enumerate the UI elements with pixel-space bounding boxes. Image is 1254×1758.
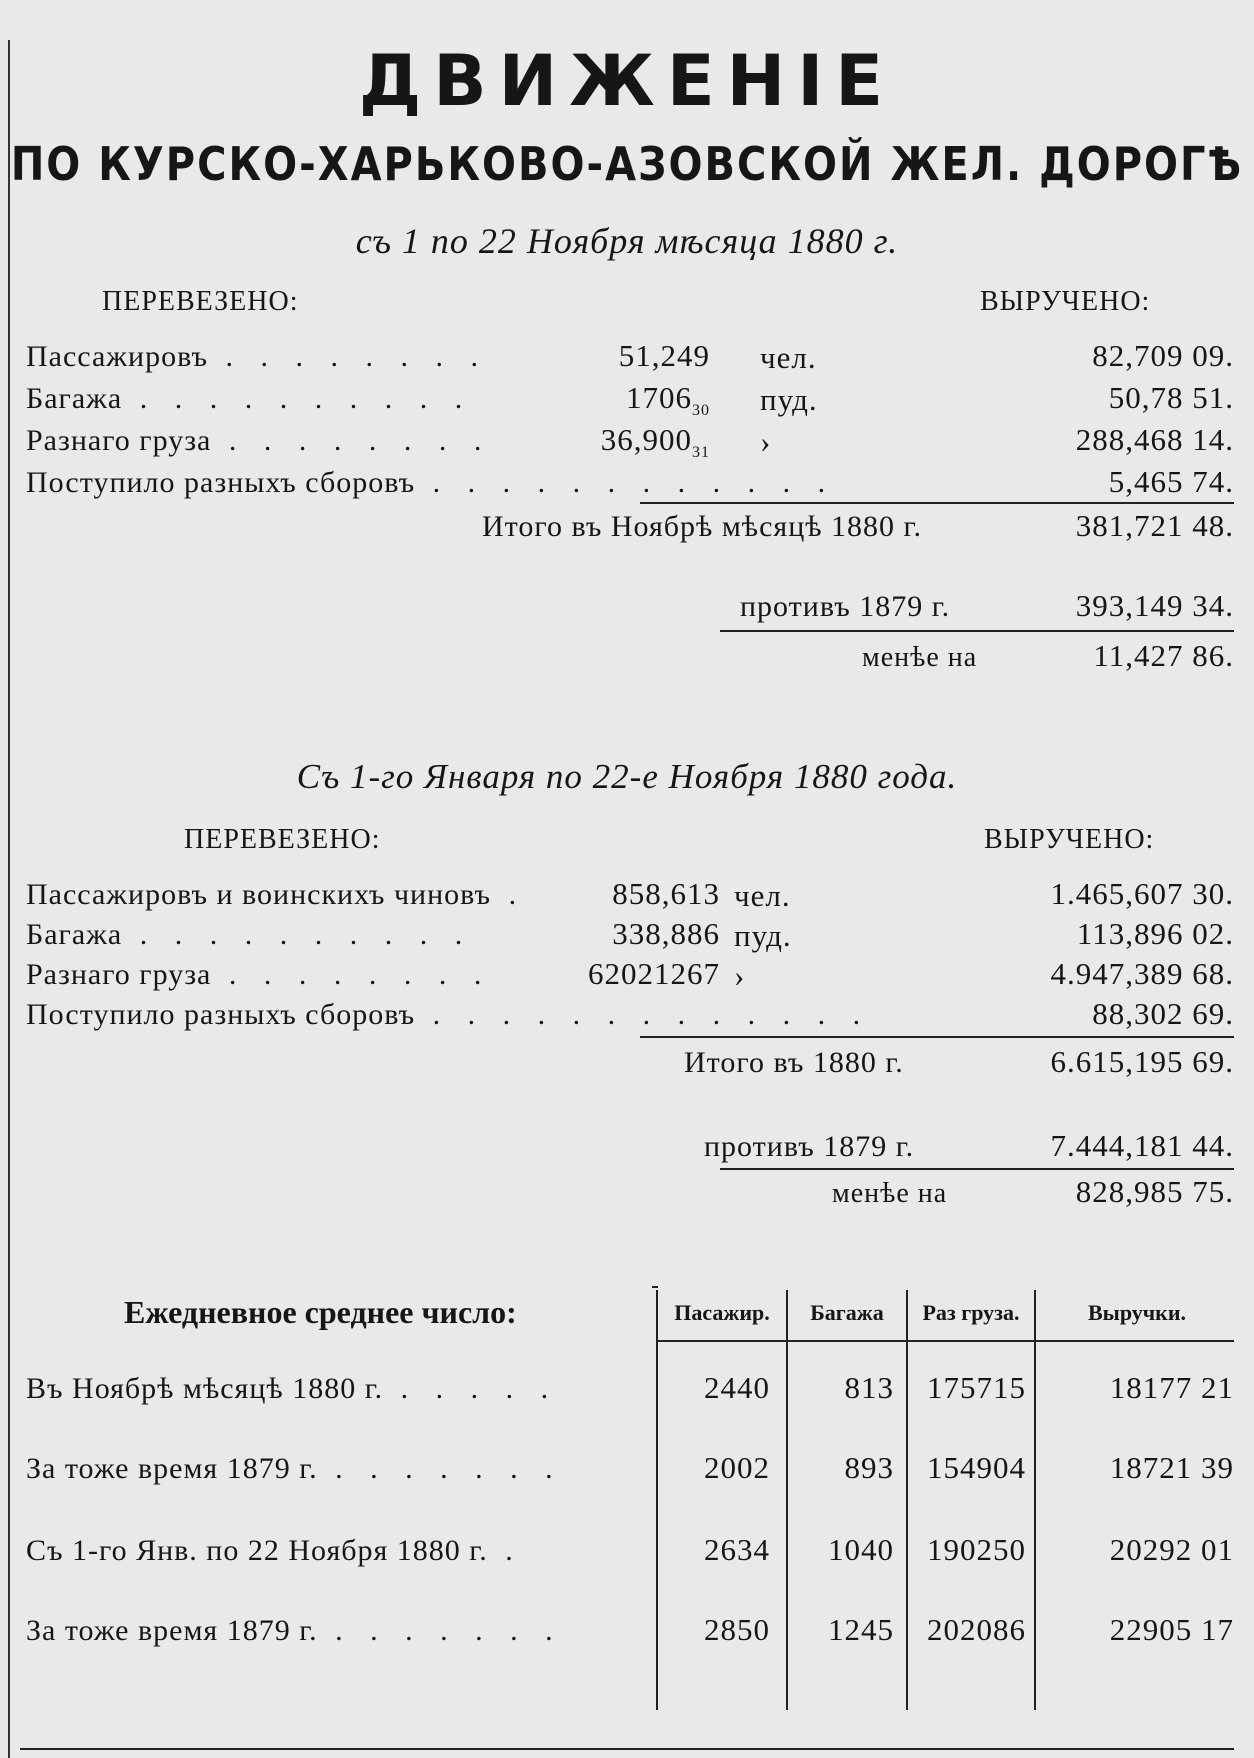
column-rule	[906, 1290, 908, 1710]
divider	[720, 630, 1234, 632]
column-header: Раз груза.	[922, 1300, 1020, 1325]
table-row: Поступило разныхъ сборовъ . . . . . . . . . . . . .	[26, 998, 871, 1031]
period1-heading: съ 1 по 22 Ноября мѣсяца 1880 г.	[355, 221, 899, 261]
cell-revenue: 22905 17	[1109, 1612, 1234, 1647]
column-header: Пасажир.	[674, 1300, 770, 1325]
cell-baggage: 1040	[828, 1532, 894, 1567]
table-row: Разнаго груза . . . . . . . .	[26, 424, 492, 457]
row-revenue: 82,709 09.	[1092, 338, 1234, 373]
page-title: ДВИЖЕНІЕ	[358, 40, 896, 122]
bottom-rule	[20, 1748, 1234, 1750]
compare-label: противъ 1879 г.	[740, 590, 951, 623]
compare-label: противъ 1879 г.	[704, 1130, 915, 1163]
row-revenue: 113,896 02.	[1076, 916, 1234, 951]
row-qty: 51,249	[618, 338, 710, 373]
period2-label-transported: ПЕРЕВЕЗЕНО:	[184, 824, 381, 855]
table-row: Разнаго груза . . . . . . . .	[26, 958, 492, 991]
diff-label: менѣе на	[832, 1178, 948, 1209]
column-header: Багажа	[810, 1300, 884, 1325]
row-label: Съ 1-го Янв. по 22 Ноября 1880 г. .	[26, 1534, 523, 1567]
column-rule	[786, 1290, 788, 1710]
cell-baggage: 813	[844, 1370, 894, 1405]
row-qty: $1706_{30}$	[626, 380, 710, 420]
row-revenue: 288,468 14.	[1075, 422, 1234, 457]
row-unit: ›	[734, 958, 746, 993]
header-divider	[656, 1340, 1234, 1342]
period2-heading: Съ 1-го Января по 22-е Ноября 1880 года.	[296, 757, 958, 796]
cell-cargo: 154904	[927, 1450, 1026, 1485]
compare-value: 393,149 34.	[1075, 588, 1234, 623]
row-qty: 62021267	[588, 956, 720, 991]
cell-revenue: 18721 39	[1109, 1450, 1234, 1485]
daily-heading: Ежедневное среднее число:	[124, 1294, 517, 1330]
cell-revenue: 18177 21	[1109, 1370, 1234, 1405]
total-label: Итого въ 1880 г.	[684, 1046, 904, 1079]
diff-label: менѣе на	[862, 642, 978, 673]
cell-passengers: 2440	[704, 1370, 770, 1405]
table-row: Багажа . . . . . . . . . .	[26, 382, 473, 415]
divider	[640, 502, 1234, 504]
table-row: Пассажировъ и воинскихъ чиновъ .	[26, 878, 527, 911]
row-unit: ›	[760, 424, 772, 459]
total-value: 6.615,195 69.	[1050, 1044, 1234, 1079]
row-unit: пуд.	[760, 382, 818, 417]
diff-value: 11,427 86.	[1093, 638, 1234, 673]
table-row: Пассажировъ . . . . . . . .	[26, 340, 489, 373]
row-label: Въ Ноябрѣ мѣсяцѣ 1880 г. . . . . .	[26, 1372, 559, 1405]
row-unit: пуд.	[734, 918, 792, 953]
row-label: За тоже время 1879 г. . . . . . . .	[26, 1614, 563, 1647]
diff-value: 828,985 75.	[1075, 1174, 1234, 1209]
row-revenue: 1.465,607 30.	[1050, 876, 1234, 911]
divider	[640, 1036, 1234, 1038]
row-revenue: 88,302 69.	[1092, 996, 1234, 1031]
cell-passengers: 2634	[704, 1532, 770, 1567]
column-rule	[656, 1290, 658, 1710]
row-label: За тоже время 1879 г. . . . . . . .	[26, 1452, 563, 1485]
page-subtitle: ПО КУРСКО-ХАРЬКОВО-АЗОВСКОЙ ЖЕЛ. ДОРОГѢ	[10, 138, 1244, 192]
divider	[720, 1168, 1234, 1170]
row-qty: 338,886	[612, 916, 720, 951]
row-revenue: 4.947,389 68.	[1050, 956, 1234, 991]
row-revenue: 50,78 51.	[1108, 380, 1234, 415]
total-value: 381,721 48.	[1075, 508, 1234, 543]
column-rule	[1034, 1290, 1036, 1710]
table-row: Багажа . . . . . . . . . .	[26, 918, 473, 951]
total-label: Итого въ Ноябрѣ мѣсяцѣ 1880 г.	[482, 510, 922, 543]
cell-cargo: 175715	[927, 1370, 1026, 1405]
cell-baggage: 1245	[828, 1612, 894, 1647]
cell-baggage: 893	[844, 1450, 894, 1485]
period1-label-revenue: ВЫРУЧЕНО:	[980, 286, 1151, 317]
cell-passengers: 2850	[704, 1612, 770, 1647]
period1-label-transported: ПЕРЕВЕЗЕНО:	[102, 286, 299, 317]
row-qty: $36,900_{31}$	[600, 422, 710, 462]
cell-passengers: 2002	[704, 1450, 770, 1485]
column-rule	[8, 40, 10, 1758]
cell-cargo: 202086	[927, 1612, 1026, 1647]
table-row: Поступило разныхъ сборовъ . . . . . . . . . . . .	[26, 466, 836, 499]
period2-label-revenue: ВЫРУЧЕНО:	[984, 824, 1155, 855]
cell-revenue: 20292 01	[1109, 1532, 1234, 1567]
divider	[652, 1286, 658, 1288]
column-header: Выручки.	[1087, 1300, 1187, 1325]
compare-value: 7.444,181 44.	[1050, 1128, 1234, 1163]
cell-cargo: 190250	[927, 1532, 1026, 1567]
row-unit: чел.	[734, 878, 791, 913]
row-unit: чел.	[760, 340, 817, 375]
row-qty: 858,613	[612, 876, 720, 911]
row-revenue: 5,465 74.	[1108, 464, 1234, 499]
